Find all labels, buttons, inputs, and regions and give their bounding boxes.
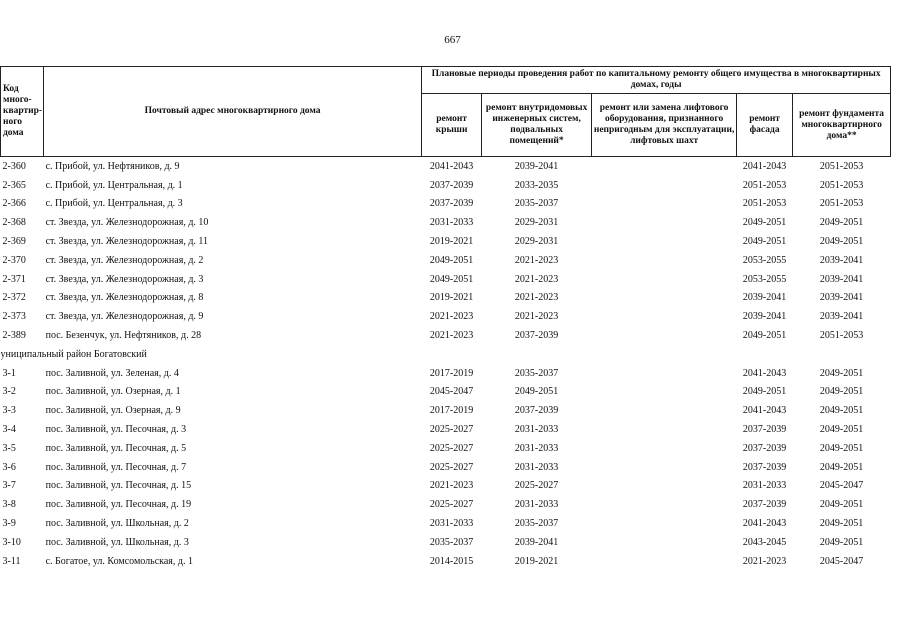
cell-facade: 2043-2045: [742, 536, 787, 548]
cell-code: 2-365: [2, 179, 26, 191]
cell-address: ст. Звезда, ул. Железнодорожная, д. 11: [45, 236, 209, 248]
cell-facade: 2039-2041: [742, 311, 787, 323]
cell-engineering: 2031-2033: [514, 461, 559, 473]
cell-elevator: [592, 289, 737, 308]
cell-engineering: 2031-2033: [514, 424, 559, 436]
cell-address: пос. Заливной, ул. Зеленая, д. 4: [45, 367, 179, 379]
cell-engineering: 2031-2033: [514, 442, 559, 454]
cell-foundation: 2051-2053: [819, 160, 864, 172]
cell-roof: 2025-2027: [429, 442, 474, 454]
cell-address: ст. Звезда, ул. Железнодорожная, д. 9: [45, 311, 204, 323]
cell-code: 2-368: [2, 217, 26, 229]
cell-foundation: 2049-2051: [819, 386, 864, 398]
cell-roof: 2041-2043: [429, 160, 474, 172]
cell-address: с. Прибой, ул. Нефтяников, д. 9: [45, 160, 180, 172]
table-row: [1, 514, 891, 533]
cell-code: 3-1: [2, 367, 16, 379]
cell-code: 3-4: [2, 424, 16, 436]
cell-code: 3-10: [2, 536, 21, 548]
cell-elevator: [592, 213, 737, 232]
cell-facade: 2041-2043: [742, 518, 787, 530]
table-row: [1, 495, 891, 514]
cell-address: с. Прибой, ул. Центральная, д. 1: [45, 179, 183, 191]
table-row: [1, 364, 891, 383]
table-row: [1, 232, 891, 251]
cell-facade: 2031-2033: [742, 480, 787, 492]
cell-foundation: 2049-2051: [819, 236, 864, 248]
cell-foundation: 2051-2053: [819, 179, 864, 191]
cell-roof: 2017-2019: [429, 367, 474, 379]
table-row: [1, 176, 891, 195]
cell-foundation: 2049-2051: [819, 405, 864, 417]
cell-elevator: [592, 176, 737, 195]
cell-elevator: [592, 439, 737, 458]
cell-roof: 2019-2021: [429, 292, 474, 304]
cell-engineering: 2031-2033: [514, 499, 559, 511]
table-body: [1, 157, 891, 571]
cell-address: ст. Звезда, ул. Железнодорожная, д. 3: [45, 273, 204, 285]
cell-code: 3-7: [2, 480, 16, 492]
cell-elevator: [592, 251, 737, 270]
cell-facade: 2049-2051: [742, 330, 787, 342]
cell-address: пос. Заливной, ул. Озерная, д. 1: [45, 386, 181, 398]
table-row: [1, 552, 891, 571]
cell-address: ст. Звезда, ул. Железнодорожная, д. 10: [45, 217, 209, 229]
cell-code: 3-9: [2, 518, 16, 530]
cell-roof: 2037-2039: [429, 198, 474, 210]
cell-engineering: 2021-2023: [514, 292, 559, 304]
cell-foundation: 2039-2041: [819, 254, 864, 266]
cell-roof: 2025-2027: [429, 499, 474, 511]
cell-elevator: [592, 514, 737, 533]
cell-foundation: 2039-2041: [819, 292, 864, 304]
cell-engineering: 2029-2031: [514, 217, 559, 229]
header-foundation: ремонт фундамента многоквартирного дома**: [793, 94, 891, 157]
cell-code: 2-360: [2, 160, 26, 172]
cell-foundation: 2045-2047: [819, 555, 864, 567]
cell-address: с. Прибой, ул. Центральная, д. 3: [45, 198, 183, 210]
cell-elevator: [592, 307, 737, 326]
cell-elevator: [592, 458, 737, 477]
table-row: [1, 251, 891, 270]
cell-facade: 2051-2053: [742, 179, 787, 191]
cell-facade: 2051-2053: [742, 198, 787, 210]
header-code: Код много-квартир-ного дома: [1, 67, 44, 157]
cell-foundation: 2049-2051: [819, 518, 864, 530]
header-engineering: ремонт внутридомовых инженерных систем, подвальных помещений*: [482, 94, 592, 157]
cell-code: 3-11: [2, 555, 21, 567]
table-row: [1, 383, 891, 402]
cell-roof: 2049-2051: [429, 254, 474, 266]
cell-elevator: [592, 232, 737, 251]
cell-foundation: 2049-2051: [819, 367, 864, 379]
cell-elevator: [592, 533, 737, 552]
cell-facade: 2021-2023: [742, 555, 787, 567]
cell-engineering: 2021-2023: [514, 273, 559, 285]
cell-facade: 2041-2043: [742, 405, 787, 417]
cell-code: 3-5: [2, 442, 16, 454]
table-row: [1, 270, 891, 289]
cell-engineering: 2021-2023: [514, 254, 559, 266]
cell-engineering: 2025-2027: [514, 480, 559, 492]
cell-roof: 2045-2047: [429, 386, 474, 398]
cell-elevator: [592, 495, 737, 514]
cell-code: 2-373: [2, 311, 26, 323]
cell-elevator: [592, 401, 737, 420]
cell-engineering: 2019-2021: [514, 555, 559, 567]
cell-facade: 2037-2039: [742, 461, 787, 473]
cell-roof: 2025-2027: [429, 424, 474, 436]
cell-roof: 2021-2023: [429, 330, 474, 342]
cell-engineering: 2035-2037: [514, 198, 559, 210]
table-row: [1, 533, 891, 552]
cell-code: 3-8: [2, 499, 16, 511]
cell-code: 3-6: [2, 461, 16, 473]
cell-address: пос. Заливной, ул. Песочная, д. 3: [45, 424, 187, 436]
table-row: [1, 458, 891, 477]
cell-elevator: [592, 270, 737, 289]
cell-elevator: [592, 383, 737, 402]
cell-foundation: 2045-2047: [819, 480, 864, 492]
table-row: [1, 401, 891, 420]
table-row: [1, 420, 891, 439]
header-elevator: ремонт или замена лифтового оборудования, признанного непригодным для эксплуатации, лифтовых шахт: [592, 94, 737, 157]
cell-address: пос. Заливной, ул. Школьная, д. 2: [45, 518, 189, 530]
cell-engineering: 2033-2035: [514, 179, 559, 191]
cell-code: 2-372: [2, 292, 26, 304]
table-row: [1, 289, 891, 308]
cell-roof: 2021-2023: [429, 311, 474, 323]
cell-code: 2-369: [2, 236, 26, 248]
capital-repair-table: [0, 66, 891, 571]
cell-code: 2-371: [2, 273, 26, 285]
cell-engineering: 2035-2037: [514, 367, 559, 379]
table-row: [1, 326, 891, 345]
cell-elevator: [592, 157, 737, 176]
cell-foundation: 2051-2053: [819, 330, 864, 342]
table-row: [1, 477, 891, 496]
cell-address: пос. Заливной, ул. Школьная, д. 3: [45, 536, 189, 548]
cell-code: 3-3: [2, 405, 16, 417]
cell-engineering: 2039-2041: [514, 536, 559, 548]
cell-facade: 2053-2055: [742, 254, 787, 266]
cell-foundation: 2049-2051: [819, 217, 864, 229]
cell-roof: 2021-2023: [429, 480, 474, 492]
table-header: [1, 67, 891, 157]
cell-address: пос. Заливной, ул. Песочная, д. 15: [45, 480, 192, 492]
cell-address: пос. Безенчук, ул. Нефтяников, д. 28: [45, 330, 202, 342]
cell-engineering: 2037-2039: [514, 405, 559, 417]
cell-roof: 2037-2039: [429, 179, 474, 191]
cell-code: 3-2: [2, 386, 16, 398]
cell-roof: 2031-2033: [429, 518, 474, 530]
header-roof: ремонт крыши: [422, 94, 482, 157]
cell-roof: 2017-2019: [429, 405, 474, 417]
table-row: [1, 195, 891, 214]
cell-elevator: [592, 420, 737, 439]
header-periods-group: Плановые периоды проведения работ по капитальному ремонту общего имущества в многоквартирных домах, годы: [422, 67, 891, 94]
cell-foundation: 2049-2051: [819, 442, 864, 454]
page-number: 667: [444, 34, 461, 46]
cell-engineering: 2021-2023: [514, 311, 559, 323]
district-row: [1, 345, 891, 364]
cell-foundation: 2049-2051: [819, 424, 864, 436]
cell-code: 2-389: [2, 330, 26, 342]
cell-code: 2-370: [2, 254, 26, 266]
district-label: униципальный район Богатовский: [0, 348, 147, 360]
cell-elevator: [592, 195, 737, 214]
cell-address: ст. Звезда, ул. Железнодорожная, д. 2: [45, 254, 204, 266]
header-address: Почтовый адрес многоквартирного дома: [44, 67, 422, 157]
cell-facade: 2041-2043: [742, 367, 787, 379]
cell-engineering: 2037-2039: [514, 330, 559, 342]
cell-elevator: [592, 477, 737, 496]
cell-facade: 2041-2043: [742, 160, 787, 172]
cell-engineering: 2039-2041: [514, 160, 559, 172]
cell-foundation: 2039-2041: [819, 273, 864, 285]
cell-roof: 2031-2033: [429, 217, 474, 229]
cell-facade: 2049-2051: [742, 386, 787, 398]
cell-address: пос. Заливной, ул. Озерная, д. 9: [45, 405, 181, 417]
cell-roof: 2014-2015: [429, 555, 474, 567]
cell-engineering: 2049-2051: [514, 386, 559, 398]
table-row: [1, 439, 891, 458]
cell-roof: 2035-2037: [429, 536, 474, 548]
cell-address: пос. Заливной, ул. Песочная, д. 7: [45, 461, 187, 473]
table-row: [1, 307, 891, 326]
cell-facade: 2053-2055: [742, 273, 787, 285]
cell-address: ст. Звезда, ул. Железнодорожная, д. 8: [45, 292, 204, 304]
cell-facade: 2049-2051: [742, 217, 787, 229]
cell-roof: 2019-2021: [429, 236, 474, 248]
cell-facade: 2037-2039: [742, 499, 787, 511]
table-row: [1, 157, 891, 176]
cell-engineering: 2029-2031: [514, 236, 559, 248]
cell-elevator: [592, 552, 737, 571]
cell-foundation: 2049-2051: [819, 536, 864, 548]
cell-address: пос. Заливной, ул. Песочная, д. 19: [45, 499, 192, 511]
cell-foundation: 2049-2051: [819, 461, 864, 473]
cell-facade: 2049-2051: [742, 236, 787, 248]
cell-facade: 2037-2039: [742, 442, 787, 454]
cell-elevator: [592, 364, 737, 383]
table-row: [1, 213, 891, 232]
cell-engineering: 2035-2037: [514, 518, 559, 530]
cell-foundation: 2051-2053: [819, 198, 864, 210]
cell-roof: 2049-2051: [429, 273, 474, 285]
cell-facade: 2037-2039: [742, 424, 787, 436]
cell-foundation: 2049-2051: [819, 499, 864, 511]
cell-code: 2-366: [2, 198, 26, 210]
cell-elevator: [592, 326, 737, 345]
header-facade: ремонт фасада: [737, 94, 793, 157]
cell-foundation: 2039-2041: [819, 311, 864, 323]
cell-address: с. Богатое, ул. Комсомольская, д. 1: [45, 555, 193, 567]
cell-address: пос. Заливной, ул. Песочная, д. 5: [45, 442, 187, 454]
cell-facade: 2039-2041: [742, 292, 787, 304]
cell-roof: 2025-2027: [429, 461, 474, 473]
